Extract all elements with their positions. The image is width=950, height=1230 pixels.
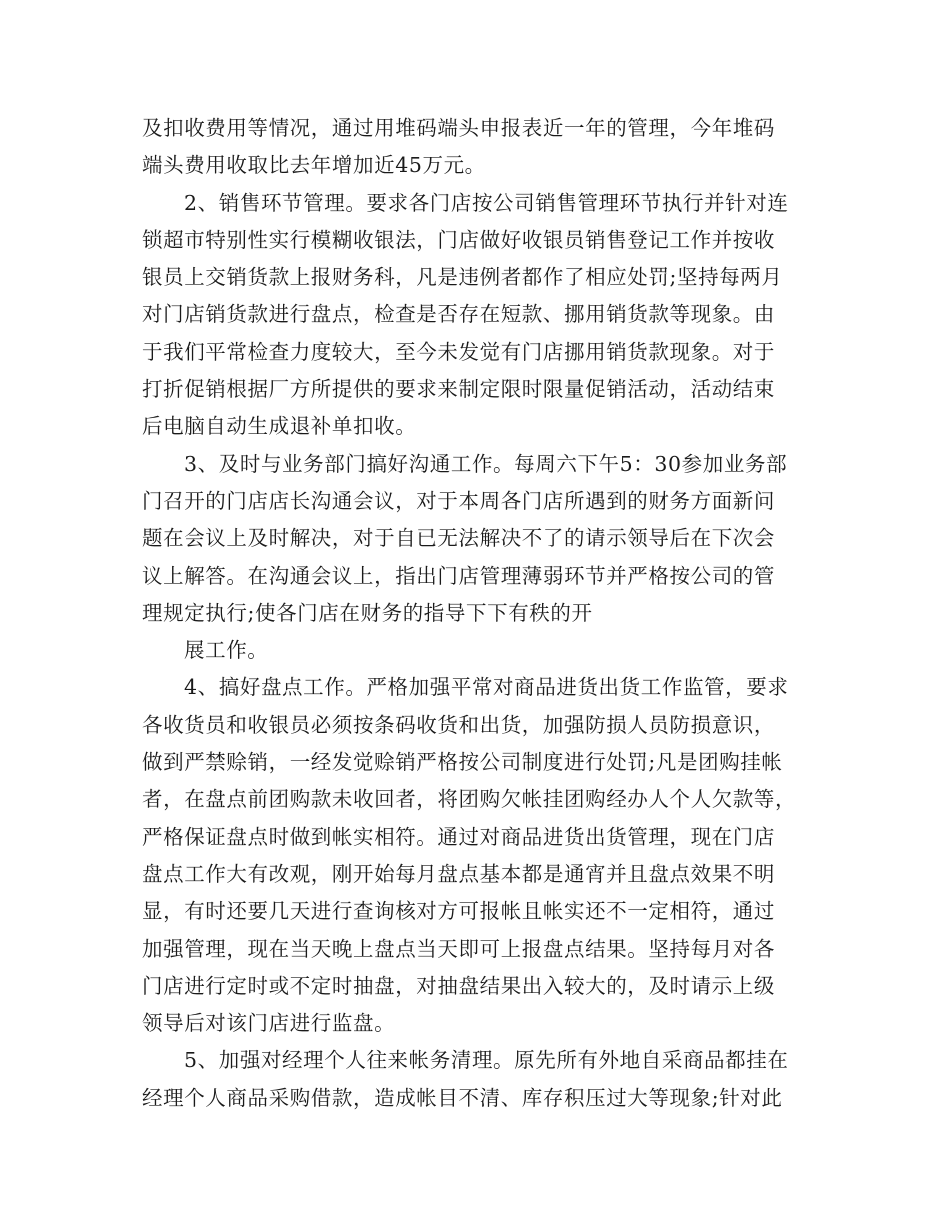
text-line: 展工作。 xyxy=(184,638,269,663)
text-line: 3、及时与业务部门搞好沟通工作。每周六下午5：30参加业务部 xyxy=(184,451,788,476)
text-line: 严格保证盘点时做到帐实相符。通过对商品进货出货管理，现在门店 xyxy=(142,824,775,849)
text-line: 于我们平常检查力度较大，至今未发觉有门店挪用销货款现象。对于 xyxy=(142,339,775,364)
text-line: 打折促销根据厂方所提供的要求来制定限时限量促销活动，活动结束 xyxy=(142,377,775,402)
text-line: 银员上交销货款上报财务科，凡是违例者都作了相应处罚;坚持每两月 xyxy=(142,265,783,290)
text-line: 做到严禁赊销，一经发觉赊销严格按公司制度进行处罚;凡是团购挂帐 xyxy=(142,750,783,775)
text-line: 门召开的门店店长沟通会议，对于本周各门店所遇到的财务方面新问 xyxy=(142,488,775,513)
text-line: 2、销售环节管理。要求各门店按公司销售管理环节执行并针对连 xyxy=(184,190,789,215)
text-line: 盘点工作大有改观，刚开始每月盘点基本都是通宵并且盘点效果不明 xyxy=(142,861,775,886)
text-line: 5、加强对经理个人往来帐务清理。原先所有外地自采商品都挂在 xyxy=(184,1048,789,1073)
text-line: 后电脑自动生成退补单扣收。 xyxy=(142,414,417,439)
text-line: 经理个人商品采购借款，造成帐目不清、库存积压过大等现象;针对此 xyxy=(142,1085,783,1110)
text-line: 者，在盘点前团购款未收回者，将团购欠帐挂团购经办人个人欠款等， xyxy=(142,787,797,812)
text-line: 锁超市特别性实行模糊收银法，门店做好收银员销售登记工作并按收 xyxy=(142,227,775,252)
text-line: 理规定执行;使各门店在财务的指导下下有秩的开 xyxy=(142,600,593,625)
text-line: 议上解答。在沟通会议上，指出门店管理薄弱环节并严格按公司的管 xyxy=(142,563,775,588)
text-line: 题在会议上及时解决，对于自已无法解决不了的请示领导后在下次会 xyxy=(142,526,775,551)
text-line: 显，有时还要几天进行查询核对方可报帐且帐实还不一定相符，通过 xyxy=(142,899,775,924)
text-line: 各收货员和收银员必须按条码收货和出货，加强防损人员防损意识， xyxy=(142,712,775,737)
text-line: 4、搞好盘点工作。严格加强平常对商品进货出货工作监管，要求 xyxy=(184,675,789,700)
document-body xyxy=(142,110,822,1117)
text-line: 门店进行定时或不定时抽盘，对抽盘结果出入较大的，及时请示上级 xyxy=(142,973,775,998)
text-line: 领导后对该门店进行监盘。 xyxy=(142,1011,396,1036)
text-line: 加强管理，现在当天晚上盘点当天即可上报盘点结果。坚持每月对各 xyxy=(142,936,775,961)
text-line: 及扣收费用等情况，通过用堆码端头申报表近一年的管理，今年堆码 xyxy=(142,116,775,140)
text-line: 对门店销货款进行盘点，检查是否存在短款、挪用销货款等现象。由 xyxy=(142,302,775,327)
text-line: 端头费用收取比去年增加近45万元。 xyxy=(142,153,486,178)
